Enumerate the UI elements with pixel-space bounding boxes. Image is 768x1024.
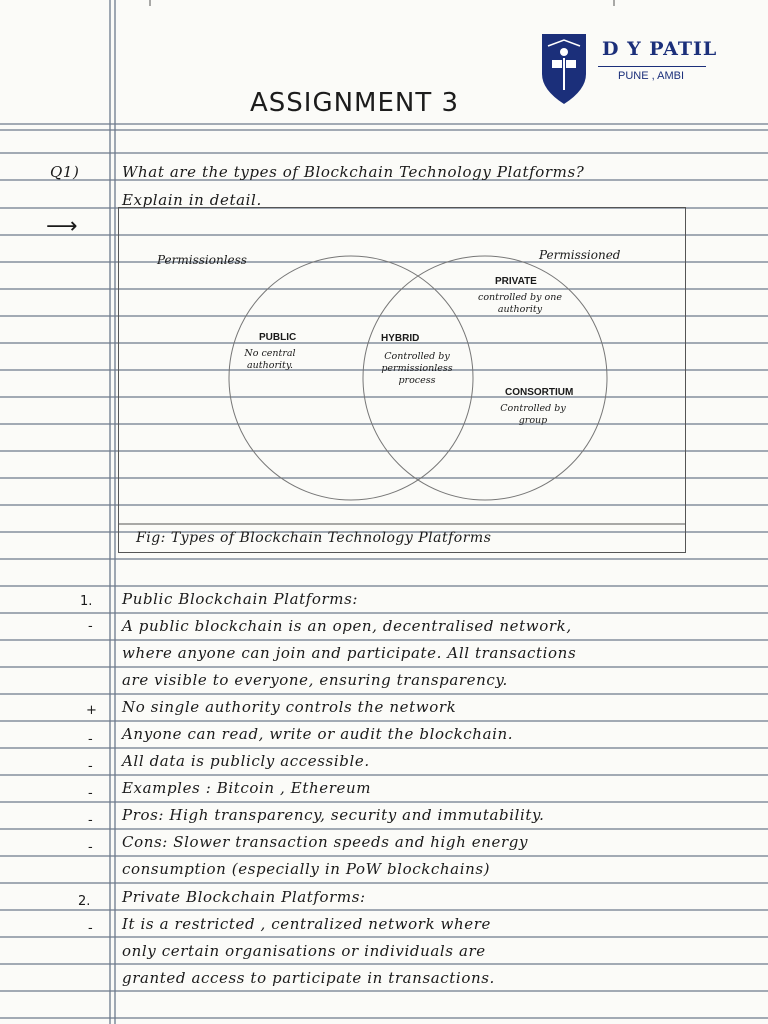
permissioned-heading: Permissioned (539, 248, 621, 262)
hybrid-description: Controlled by permissionless process (381, 351, 453, 386)
section-1-line: where anyone can join and participate. All transactions (122, 644, 577, 662)
section-2-heading: Private Blockchain Platforms: (122, 888, 366, 906)
bullet-dash: - (88, 813, 93, 828)
section-1-line: are visible to everyone, ensuring transparency. (122, 671, 508, 689)
private-label: PRIVATE (495, 276, 537, 287)
arrow-icon: ⟶ (46, 214, 78, 239)
section-1-line: Anyone can read, write or audit the blockchain. (122, 725, 514, 743)
consortium-label: CONSORTIUM (505, 387, 574, 398)
logo-divider (598, 66, 706, 67)
section-1-line: Cons: Slower transaction speeds and high energy (122, 833, 529, 851)
section-1-heading: Public Blockchain Platforms: (122, 590, 359, 608)
logo-location: PUNE , AMBI (618, 70, 685, 82)
private-description: controlled by one authority (478, 292, 562, 315)
assignment-title: ASSIGNMENT 3 (250, 88, 460, 118)
permissionless-heading: Permissionless (157, 253, 247, 267)
venn-diagram-box (118, 207, 686, 553)
section-1-line: consumption (especially in PoW blockchains) (122, 860, 491, 878)
hybrid-label: HYBRID (381, 333, 420, 344)
section-1-line: Examples : Bitcoin , Ethereum (122, 779, 372, 797)
section-1-line: Pros: High transparency, security and immutability. (122, 806, 545, 824)
section-1-line: No single authority controls the network (122, 698, 457, 716)
section-1-number: 1. (80, 594, 93, 609)
public-description: No central authority. (244, 348, 296, 371)
bullet-dash: - (88, 921, 93, 936)
public-label: PUBLIC (259, 332, 297, 343)
section-2-line: It is a restricted , centralized network where (122, 915, 491, 933)
bullet-dash: - (88, 786, 93, 801)
figure-caption: Fig: Types of Blockchain Technology Platforms (136, 530, 492, 546)
section-1-line: All data is publicly accessible. (122, 752, 370, 770)
question-line-2: Explain in detail. (122, 191, 262, 209)
bullet-dash: - (88, 732, 93, 747)
question-number: Q1) (50, 163, 80, 181)
consortium-description: Controlled by group (500, 403, 566, 426)
bullet-dash: - (88, 759, 93, 774)
shield-icon (538, 30, 590, 108)
section-1-line: A public blockchain is an open, decentralised network, (122, 617, 572, 635)
logo-name: D Y PATIL (602, 38, 718, 60)
college-logo (538, 30, 718, 110)
bullet-dash: - (88, 619, 93, 634)
bullet-dash: - (88, 840, 93, 855)
bullet-plus: + (86, 703, 97, 718)
section-2-line: granted access to participate in transactions. (122, 969, 495, 987)
section-2-number: 2. (78, 894, 91, 909)
question-line-1: What are the types of Blockchain Technology Platforms? (122, 163, 585, 181)
section-2-line: only certain organisations or individuals are (122, 942, 486, 960)
